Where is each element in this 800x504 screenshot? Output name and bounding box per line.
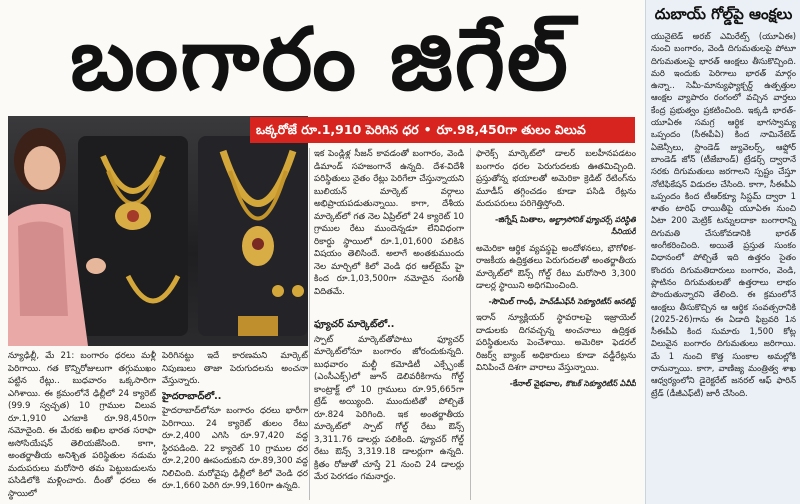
- subhead-hyderabad: హైదరాబాద్‌లో..: [162, 390, 222, 402]
- paragraph: ఇరాన్ న్యూక్లియర్ స్థావరాలపై ఇజ్రాయెల్ దాడులకు దిగవచ్చన్న అంచనాలు ఉద్రిక్తత పరిస్థితులను పెంచేశాయి. అమెరికా ఫెడరల్ రిజర్వ్ బ్యాంక్ అధికారులు కూడా వడ్డీరేట్లను వినిపించే దిశగా వారాలు వేస్తున్నాయి.: [476, 313, 636, 373]
- banner-part-1: ఒక్కరోజే రూ.1,910 పెరిగిన ధర: [256, 122, 419, 137]
- column-mid-lower: [314, 316, 464, 501]
- dateline-paragraph: న్యూఢిల్లీ, మే 21: బంగారం ధరలు మళ్లీ పెరిగాయి. గత కొన్నిరోజులుగా తగ్గుముఖం పట్టిన రేట్లు.. బుధవారం ఒక్కసారిగా ఎగిశాయి. ఈ క్రమంలోనే ఢిల్లీలో 24 క్యారెట్ (99.9 స్వచ్ఛత) 10 గ్రాముల విలువ రూ.1,910 ఎగబాకి రూ.98,450గా నమోదైంది. ఈ మేరకు అఖిల భారత సరాఫా అసోసియేషన్ తెలియజేసింది. కాగా, అంతర్జాతీయ అనిశ్చిత పరిస్థితుల నడుమ మదుపరులు మరోసారి తమ పెట్టుబడులను పసిడిలోకి మళ్లించారు. దీంతో ధరలు ఈ స్థాయిలో: [8, 351, 156, 499]
- paragraph: హైదరాబాద్‌లోనూ బంగారం ధరలు భారీగా పెరిగాయి. 24 క్యారెట్ తులం రేటు రూ.2,400 ఎగిసి రూ.97,420 వద్ద స్థిరపడింది. 22 క్యారెట్ 10 గ్రాముల ధర రూ.2,200 ఊపందుకుని రూ.89,300 వద్ద నిలిచింది. మరోవైపు ఢిల్లీలో కిలో వెండి ధర రూ.1,660 పెరిగి రూ.99,160గా ఉన్నది.: [162, 406, 308, 491]
- banner-part-2: రూ.98,450గా తులం విలువ: [436, 122, 586, 137]
- column-divider: [309, 148, 310, 500]
- column-left-bottom: [8, 350, 156, 502]
- paragraph: అమెరికా ఆర్థిక వ్యవస్థపై అందోళనలు, భౌగోళిక-రాజకీయ ఉద్రిక్తతలు పెరుగుదలతో అంతర్జాతీయ మార్కెట్‌లో ఔన్స్ గోల్డ్ రేటు మరోసారి 3,300 డాలర్ల స్థాయిని అధిగమించింది.: [476, 243, 636, 291]
- headline: బంగారం జిగేల్: [70, 10, 570, 110]
- paragraph: ఇక పెండ్లిళ్ల సీజన్ కావడంతో బంగారం, వెండి డిమాండ్ సహజంగానే ఉన్నది. దేశ-విదేశీ పరిస్థితులు నైతం రేట్లు పెరిగేలా చేస్తున్నాయని బులియన్ మార్కెట్ వర్గాలు అభిప్రాయపడుతున్నాయి. కాగా, దేశీయ మార్కెట్‌లో గత నెల ఏప్రిల్‌లో 24 క్యారెట్ 10 గ్రాముల రేటు ముందెన్నడూ లేనివిధంగా రికార్డు స్థాయిలో రూ.1,01,600 పలికిన విషయం తెలిసిందే. అలాగే అంతకుముందు నెల మార్చిలో కిలో వెండి ధర ఆల్‌టైమ్ హై కింద రూ.1,03,500గా నమోదైన సంగతీ విదితమే.: [314, 149, 464, 297]
- paragraph: స్పాట్ మార్కెట్‌తోపాటు ఫ్యూచర్ మార్కెట్‌లోనూ బంగారం జోరందుకున్నది. బుధవారం మల్టీ కమోడిటీ ఎక్స్ఛేంజ్ (ఎంసీఎక్స్)లో జూన్ డెలివరీకిగాను గోల్డ్ కాంట్రాక్ట్ లో 10 గ్రాములు రూ.95,665గా ట్రేడ్ అయ్యింది. ముందుటితో పోల్చితే రూ.824 పెరిగింది. ఇక అంతర్జాతీయ మార్కెట్‌లో స్పాట్ గోల్డ్ రేటు ఔన్స్ 3,311.76 డాలర్లు పలికింది. ఫ్యూచర్ గోల్డ్ రేటు ఔన్స్ 3,319.18 డాలర్లుగా ఉన్నది. క్రితం రోజుతో చూస్తే 21 నుంచి 24 డాలర్లు మేర పెరగడం గమనార్హం.: [314, 334, 464, 482]
- jewellery-photo: [8, 116, 308, 346]
- column-mid-top: [314, 148, 464, 316]
- sidebar-body: యునైటెడ్ అరబ్ ఎమిరేట్స్ (యూఏఈ) నుంచి బంగారం, వెండి దిగుమతులపై పోటూ దిగుమతులపై భారత్ ఆంక్షలు తీసుకొచ్చింది. మరి ఇందుకు పెరిగాలు భారత్ మార్గం ఉన్నా.. సెమీ-మాన్యుఫ్యాక్చర్డ్ ఉత్పత్తుల ఆంక్షల వ్యాపారం రంగంలో వచ్చిన వార్తలు కేంద్ర ప్రభుత్వం ప్రకటించింది. ఇక్కడి భారత్-యూఏఈ సమగ్ర ఆర్థిక భాగస్వామ్య ఒప్పందం (సీఈపీఏ) కింద నామినేటెడ్ ఏజెన్సీలు, స్టాండెడ్ జ్యువెలర్స్, ఆఫ్షోర్ బాండెడ్ జోన్ (టీజేబాండ్) ట్రేడర్స్ ద్వారానే సరకు దిగుమతులు జరగాలని స్పష్టం చేస్తూ నోటిఫికేషన్ విడుదల చేసింది. కాగా, సీఈపీఏ ఒప్పందం కింద టీఆర్‌క్యూ సిస్టమ్ ద్వారా 1 శాతం టారిఫ్ రాయితీపై యూఏఈ నుంచి ఏటా 200 మెట్రిక్ టన్నులదాకా బంగారాన్ని దిగుమతి చేసుకోవడానికి భారత్ అంగీకరించింది. అయితే ప్రస్తుత సుంకం విధానంలో పోల్చితే ఇది ఉత్తరం సైతం కొందరు దిగుమతిదారులు బంగారం, వెండి, ప్లాటినం దిగుమతులతో ఉత్తరాలు లాభం పొందుతున్నారని తేలింది. ఈ క్రమంలోనే ఆంక్షలు తీసుకొచ్చిన ఆ ఆర్థిక సంవత్సరానికి (2025-26)గాను ఈ ఏడాది ఫిబ్రవరి 1న సీఈపీఏ కింద సుమారు 1,500 కోట్ల విలువైన బంగారం దిగుమతులు జరిగాయి. మే 1 నుంచి కొత్త సుంకాల అమల్లోకి రానున్నాయి. కాగా, వాణిజ్య మంత్రిత్వ శాఖ ఆధ్వర్యంలోని డైరెక్టరేట్ జనరల్ ఆఫ్ ఫారిన్ ట్రేడ్ (డీజీఎఫ్‌టీ) జారీ చేసింది.: [651, 31, 796, 398]
- column-mid-bottom: [162, 350, 308, 502]
- sidebar-article: [645, 0, 800, 504]
- banner-separator: •: [423, 122, 432, 137]
- column-right: [476, 148, 636, 500]
- jewellery-photo-illustration: [8, 116, 308, 346]
- paragraph: పెరిగినట్టు ఇదే కారణమని మార్కెట్ నిపుణులు తాజా పెరుగుదలను అంచనా వేస్తున్నారు.: [162, 351, 308, 386]
- quote-credit-3: -కేనాల్ వైభవాల, కొటక్ సెక్యూరిటీస్ ఏవీపీ: [509, 378, 636, 388]
- quote-credit-1: -జిగ్నేష్ మితాల, అల్ట్రాసోనిక్ ఫ్యూచర్స్ పరిస్ధితి సీనియర్: [495, 214, 636, 236]
- price-banner: [250, 117, 635, 143]
- paragraph: ఫారెక్స్ మార్కెట్‌లో డాలర్ బలహీనపడటం బంగారం ధరల పెరుగుదలకు ఊతమిచ్చింది. ప్రస్తుతోన్న భయాలతో అమెరికా క్రెడిట్ రేటింగ్‌ను మూడీస్ తగ్గించడం కూడా పసిడి రేట్లను మదుపరులు పరిగెత్తిస్తోంది.: [476, 149, 636, 209]
- sidebar-title: దుబాయ్ గోల్డ్‌పై ఆంక్షలు: [654, 5, 793, 23]
- column-divider: [470, 148, 471, 500]
- quote-credit-2: -సౌమిల్ గాంధీ, హెచ్‌డీఎఫ్‌సీ సెక్యూరిటీస్ అనలిస్ట్: [488, 296, 636, 306]
- subhead-futures: ఫ్యూచర్ మార్కెట్‌లో..: [314, 319, 395, 330]
